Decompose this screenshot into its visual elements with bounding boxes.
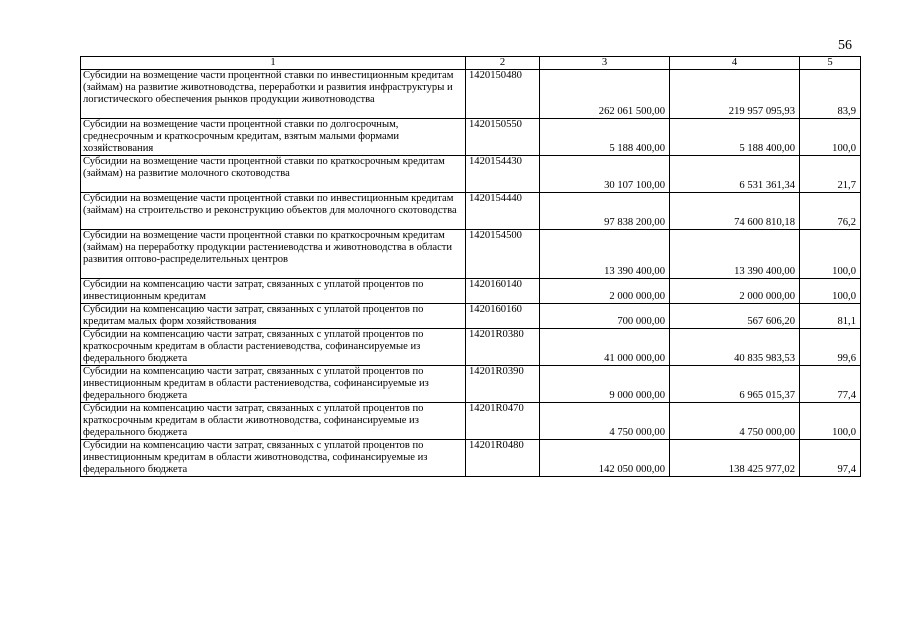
row-actual-amount: 6 965 015,37 <box>670 366 800 403</box>
row-plan-amount: 9 000 000,00 <box>540 366 670 403</box>
row-description: Субсидии на компенсацию части затрат, связанных с уплатой процентов по кредитам малых форм хозяйствования <box>81 304 466 329</box>
row-code: 14201R0380 <box>466 329 540 366</box>
table-row <box>81 230 861 279</box>
row-percent: 76,2 <box>800 193 861 230</box>
table-row <box>81 156 861 193</box>
row-percent: 100,0 <box>800 403 861 440</box>
row-code: 14201R0470 <box>466 403 540 440</box>
row-code: 1420150480 <box>466 70 540 119</box>
table-row <box>81 304 861 329</box>
row-code: 1420150550 <box>466 119 540 156</box>
row-plan-amount: 30 107 100,00 <box>540 156 670 193</box>
row-plan-amount: 13 390 400,00 <box>540 230 670 279</box>
row-code: 1420154500 <box>466 230 540 279</box>
row-actual-amount: 74 600 810,18 <box>670 193 800 230</box>
table-row <box>81 279 861 304</box>
column-header-2: 2 <box>466 57 540 70</box>
row-percent: 100,0 <box>800 119 861 156</box>
column-number-row <box>81 57 861 70</box>
row-description: Субсидии на возмещение части процентной ставки по долгосрочным, среднесрочным и краткосрочным кредитам, взятым малыми формами хозяйствования <box>81 119 466 156</box>
column-header-5: 5 <box>800 57 861 70</box>
row-code: 14201R0390 <box>466 366 540 403</box>
column-header-3: 3 <box>540 57 670 70</box>
row-actual-amount: 6 531 361,34 <box>670 156 800 193</box>
row-plan-amount: 262 061 500,00 <box>540 70 670 119</box>
table-row <box>81 329 861 366</box>
row-code: 1420154430 <box>466 156 540 193</box>
row-description: Субсидии на компенсацию части затрат, связанных с уплатой процентов по краткосрочным кредитам в области животноводства, софинансируемые из федерального бюджета <box>81 403 466 440</box>
table-row <box>81 70 861 119</box>
row-description: Субсидии на компенсацию части затрат, связанных с уплатой процентов по инвестиционным кредитам <box>81 279 466 304</box>
column-header-4: 4 <box>670 57 800 70</box>
page-number: 56 <box>838 38 852 53</box>
row-actual-amount: 219 957 095,93 <box>670 70 800 119</box>
row-code: 1420160140 <box>466 279 540 304</box>
row-actual-amount: 2 000 000,00 <box>670 279 800 304</box>
table-row <box>81 193 861 230</box>
row-actual-amount: 4 750 000,00 <box>670 403 800 440</box>
row-plan-amount: 4 750 000,00 <box>540 403 670 440</box>
column-header-1: 1 <box>81 57 466 70</box>
row-percent: 100,0 <box>800 230 861 279</box>
row-description: Субсидии на компенсацию части затрат, связанных с уплатой процентов по краткосрочным кредитам в области растениеводства, софинансируемые из федерального бюджета <box>81 329 466 366</box>
row-percent: 77,4 <box>800 366 861 403</box>
row-plan-amount: 97 838 200,00 <box>540 193 670 230</box>
row-description: Субсидии на возмещение части процентной ставки по инвестиционным кредитам (займам) на строительство и реконструкцию объектов для молочного скотоводства <box>81 193 466 230</box>
table-row <box>81 403 861 440</box>
row-description: Субсидии на компенсацию части затрат, связанных с уплатой процентов по инвестиционным кредитам в области животноводства, софинансируемые из федерального бюджета <box>81 440 466 477</box>
budget-table <box>80 56 861 477</box>
row-percent: 81,1 <box>800 304 861 329</box>
row-actual-amount: 567 606,20 <box>670 304 800 329</box>
row-actual-amount: 40 835 983,53 <box>670 329 800 366</box>
row-description: Субсидии на компенсацию части затрат, связанных с уплатой процентов по инвестиционным кредитам в области растениеводства, софинансируемые из федерального бюджета <box>81 366 466 403</box>
row-percent: 97,4 <box>800 440 861 477</box>
row-code: 1420160160 <box>466 304 540 329</box>
table-row <box>81 366 861 403</box>
row-plan-amount: 41 000 000,00 <box>540 329 670 366</box>
row-plan-amount: 2 000 000,00 <box>540 279 670 304</box>
row-percent: 100,0 <box>800 279 861 304</box>
row-percent: 21,7 <box>800 156 861 193</box>
row-plan-amount: 700 000,00 <box>540 304 670 329</box>
row-percent: 83,9 <box>800 70 861 119</box>
row-description: Субсидии на возмещение части процентной ставки по краткосрочным кредитам (займам) на переработку продукции растениеводства и животноводства в области развития оптово-распределительных центров <box>81 230 466 279</box>
row-actual-amount: 138 425 977,02 <box>670 440 800 477</box>
row-actual-amount: 5 188 400,00 <box>670 119 800 156</box>
row-description: Субсидии на возмещение части процентной ставки по инвестиционным кредитам (займам) на развитие животноводства, переработки и развития инфраструктуры и логистического обеспечения рынков продукции животноводства <box>81 70 466 119</box>
row-code: 14201R0480 <box>466 440 540 477</box>
row-plan-amount: 142 050 000,00 <box>540 440 670 477</box>
row-description: Субсидии на возмещение части процентной ставки по краткосрочным кредитам (займам) на развитие молочного скотоводства <box>81 156 466 193</box>
row-actual-amount: 13 390 400,00 <box>670 230 800 279</box>
row-percent: 99,6 <box>800 329 861 366</box>
row-code: 1420154440 <box>466 193 540 230</box>
table-row <box>81 440 861 477</box>
row-plan-amount: 5 188 400,00 <box>540 119 670 156</box>
table-row <box>81 119 861 156</box>
